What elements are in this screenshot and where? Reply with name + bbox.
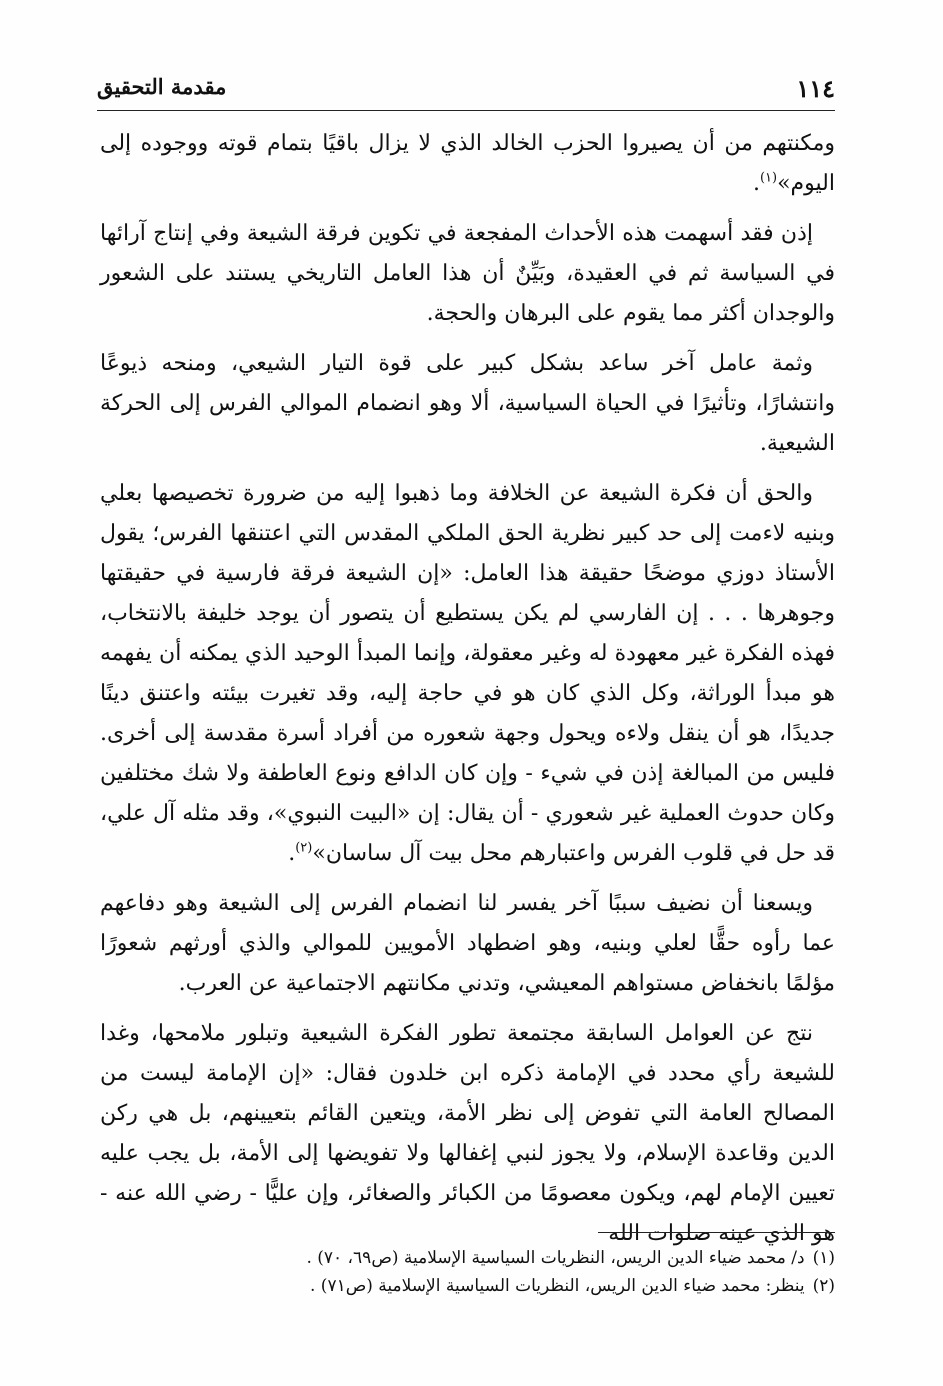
paragraph-text: نتج عن العوامل السابقة مجتمعة تطور الفكرة الشيعية وتبلور ملامحها، وغدا للشيعة رأي محدد في الإمامة ذكره ابن خلدون فقال: «إن الإمامة ليست من المصالح العامة التي تفوض إلى نظر الأمة، ويتعين القائم بتعيينهم، بل هي ركن الدين وقاعدة الإسلام، ولا يجوز لنبي إغفالها ولا تفويضها إلى الأمة، بل يجب عليه تعيين الإمام لهم، ويكون معصومًا من الكبائر والصغائر، وإن عليًّا - رضي الله عنه - هو الذي عينه صلوات الله [100,1021,835,1246]
footnotes [100,1244,835,1300]
running-title: مقدمة التحقيق [97,74,227,99]
page-header [97,70,835,111]
paragraph-end: . [752,171,760,196]
footnote-number: (١) [812,1248,835,1268]
paragraph-text: ومكنتهم من أن يصيروا الحزب الخالد الذي لا يزال باقيًا بتمام قوته ووجوده إلى اليوم» [100,131,835,196]
paragraph-text: ويسعنا أن نضيف سببًا آخر يفسر لنا انضمام الفرس إلى الشيعة وهو دفاعهم عما رأوه حقًّا لعلي وبنيه، وهو اضطهاد الأمويين للموالي والذي أورثهم شعورًا مؤلمًا بانخفاض مستواهم المعيشي، وتدني مكانتهم الاجتماعية عن العرب. [100,891,835,996]
footnote-ref-1: (١) [759,170,778,186]
footnote-text: ينظر: محمد ضياء الدين الريس، النظريات السياسية الإسلامية (ص٧١) . [309,1276,805,1296]
paragraph-end: . [288,841,296,866]
footnote-2 [100,1272,835,1300]
paragraph-text: والحق أن فكرة الشيعة عن الخلافة وما ذهبوا إليه من ضرورة تخصيصها بعلي وبنيه لاءمت إلى حد كبير نظرية الحق الملكي المقدس التي اعتنقها الفرس؛ يقول الأستاذ دوزي موضحًا حقيقة هذا العامل: «إن الشيعة فرقة فارسية في حقيقتها وجوهرها . . . إن الفارسي لم يكن يستطيع أن يتصور أن يوجد خليفة بالانتخاب، فهذه الفكرة غير معهودة له وغير معقولة، وإنما المبدأ الوحيد الذي يمكنه أن يفهمه هو مبدأ الوراثة، وكل الذي كان هو في حاجة إليه، وقد تغيرت بيئته واعتنق دينًا جديدًا، هو أن ينقل ولاءه ويحول وجهة شعوره من أفراد أسرة مقدسة إلى أخرى. فليس من المبالغة إذن في شيء - وإن كان الدافع ونوع العاطفة ولا شك مختلفين وكان حدوث العملية غير شعوري - أن يقال: إن «البيت النبوي»، وقد مثله آل علي، قد حل في قلوب الفرس واعتبارهم محل بيت آل ساسان» [100,481,835,866]
paragraph-1 [100,124,835,204]
paragraph-5 [100,884,835,1004]
footnote-ref-2: (٢) [295,840,313,856]
footnote-divider [598,1232,835,1233]
paragraph-text: وثمة عامل آخر ساعد بشكل كبير على قوة التيار الشيعي، ومنحه ذيوعًا وانتشارًا، وتأثيرًا في الحياة السياسية، ألا وهو انضمام الموالي الفرس إلى الحركة الشيعية. [100,351,835,456]
paragraph-3 [100,344,835,464]
paragraph-6 [100,1014,835,1254]
paragraph-text: إذن فقد أسهمت هذه الأحداث المفجعة في تكوين فرقة الشيعة وفي إنتاج آرائها في السياسة ثم في العقيدة، وبَيِّنٌ أن هذا العامل التاريخي يستند على الشعور والوجدان أكثر مما يقوم على البرهان والحجة. [100,221,835,326]
paragraph-2 [100,214,835,334]
body-text [100,124,835,1264]
footnote-number: (٢) [812,1276,835,1296]
footnote-text: د/ محمد ضياء الدين الريس، النظريات السياسية الإسلامية (ص٦٩، ٧٠) . [306,1248,805,1268]
footnote-1 [100,1244,835,1272]
page-number: ١١٤ [796,74,835,103]
paragraph-4 [100,474,835,874]
